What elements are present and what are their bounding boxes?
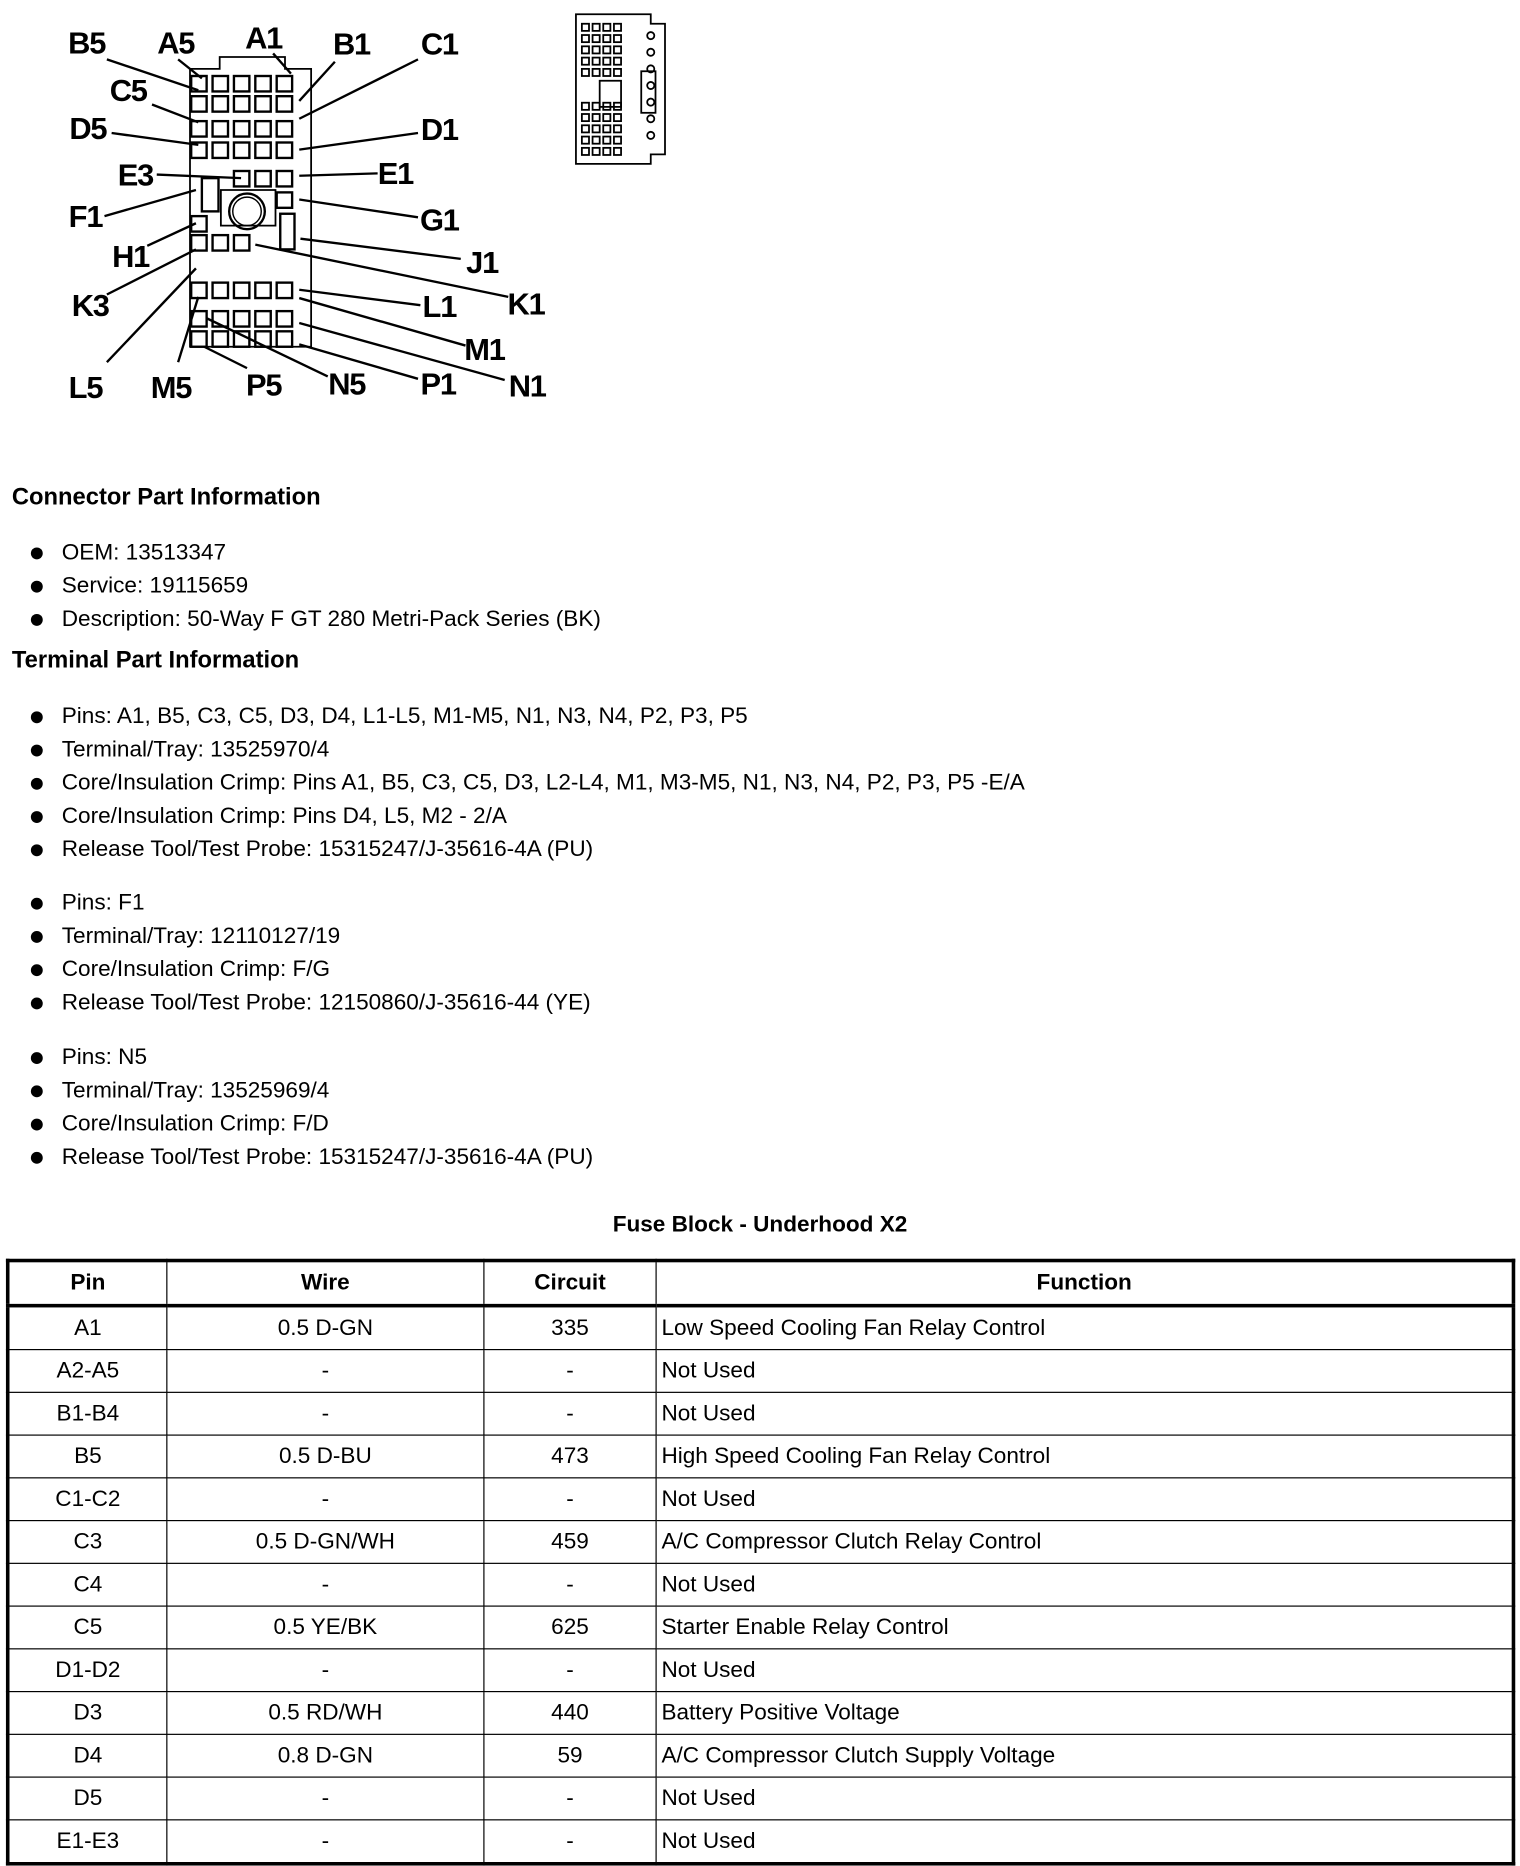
pin-cavity bbox=[234, 96, 249, 111]
pin-cavity bbox=[213, 331, 228, 346]
leader-line bbox=[300, 239, 460, 259]
cell-pin: C3 bbox=[8, 1521, 167, 1564]
table-row bbox=[8, 1777, 1514, 1820]
connector-info-list bbox=[26, 537, 601, 637]
info-list-item bbox=[26, 800, 1025, 833]
leader-line bbox=[299, 133, 418, 150]
info-text: Core/Insulation Crimp: F/G bbox=[61, 957, 331, 983]
pin-cavity bbox=[277, 76, 292, 91]
cell-wire: - bbox=[167, 1563, 484, 1606]
table-row bbox=[8, 1820, 1514, 1864]
table-row bbox=[8, 1306, 1514, 1350]
leader-line bbox=[299, 59, 418, 118]
cell-pin: B1-B4 bbox=[8, 1392, 167, 1435]
table-row bbox=[8, 1478, 1514, 1521]
pin-cavity bbox=[255, 171, 270, 186]
info-list-item bbox=[26, 1041, 593, 1074]
pin-cavity-f1 bbox=[202, 178, 219, 211]
pin-cavity bbox=[234, 143, 249, 158]
cell-function: Low Speed Cooling Fan Relay Control bbox=[656, 1306, 1513, 1350]
info-list-item bbox=[26, 734, 1025, 767]
pin-label: M1 bbox=[464, 331, 505, 367]
header-circuit: Circuit bbox=[484, 1261, 656, 1306]
cell-wire: 0.5 D-GN bbox=[167, 1306, 484, 1350]
pin-cavity bbox=[277, 143, 292, 158]
cell-circuit: - bbox=[484, 1350, 656, 1393]
connector-pinout-diagram bbox=[0, 0, 713, 428]
pin-label: K1 bbox=[507, 286, 545, 322]
cell-circuit: 459 bbox=[484, 1521, 656, 1564]
pin-cavity bbox=[234, 311, 249, 326]
cell-circuit: 625 bbox=[484, 1606, 656, 1649]
cell-function: A/C Compressor Clutch Relay Control bbox=[656, 1521, 1513, 1564]
pin-label: M5 bbox=[150, 369, 192, 405]
cell-wire: 0.5 YE/BK bbox=[167, 1606, 484, 1649]
pin-label: G1 bbox=[419, 202, 459, 238]
info-text: Core/Insulation Crimp: Pins D4, L5, M2 - 2/A bbox=[61, 803, 507, 829]
bullet-icon bbox=[31, 1119, 43, 1131]
pin-label: N1 bbox=[508, 368, 546, 404]
pin-label: E1 bbox=[377, 156, 414, 192]
cell-pin: A1 bbox=[8, 1306, 167, 1350]
cell-circuit: 335 bbox=[484, 1306, 656, 1350]
table-row bbox=[8, 1606, 1514, 1649]
pin-cavity-j1 bbox=[280, 214, 294, 250]
bullet-icon bbox=[31, 1052, 43, 1064]
pin-label: E3 bbox=[117, 157, 154, 193]
pin-cavity bbox=[213, 121, 228, 136]
leader-line bbox=[157, 175, 241, 179]
table-header-row bbox=[8, 1261, 1514, 1306]
cell-pin: C5 bbox=[8, 1606, 167, 1649]
bullet-icon bbox=[31, 1152, 43, 1164]
cell-function: Not Used bbox=[656, 1392, 1513, 1435]
info-text: Release Tool/Test Probe: 15315247/J-35616-4A (PU) bbox=[61, 837, 594, 863]
table-row bbox=[8, 1350, 1514, 1393]
info-text: Terminal/Tray: 13525969/4 bbox=[61, 1078, 330, 1104]
bullet-icon bbox=[31, 1085, 43, 1097]
leader-line bbox=[112, 133, 199, 145]
cell-circuit: 473 bbox=[484, 1435, 656, 1478]
info-text: OEM: 13513347 bbox=[61, 540, 227, 566]
pin-cavity bbox=[255, 96, 270, 111]
cell-circuit: - bbox=[484, 1478, 656, 1521]
cell-circuit: 440 bbox=[484, 1692, 656, 1735]
pin-cavity bbox=[255, 283, 270, 298]
pin-label: D1 bbox=[420, 112, 458, 148]
info-text: Pins: A1, B5, C3, C5, D3, D4, L1-L5, M1-M5, N1, N3, N4, P2, P3, P5 bbox=[61, 704, 748, 730]
info-text: Release Tool/Test Probe: 12150860/J-35616-44 (YE) bbox=[61, 990, 591, 1016]
info-text: Terminal/Tray: 13525970/4 bbox=[61, 737, 330, 763]
terminal-group-1 bbox=[26, 701, 1025, 867]
pin-cavity bbox=[277, 96, 292, 111]
pin-label: B1 bbox=[332, 26, 371, 62]
header-pin: Pin bbox=[8, 1261, 167, 1306]
cell-pin: A2-A5 bbox=[8, 1350, 167, 1393]
table-row bbox=[8, 1392, 1514, 1435]
header-function: Function bbox=[656, 1261, 1513, 1306]
cell-pin: C4 bbox=[8, 1563, 167, 1606]
pin-label: C5 bbox=[109, 72, 147, 108]
bullet-icon bbox=[31, 745, 43, 757]
info-list-item bbox=[26, 1141, 593, 1174]
table-row bbox=[8, 1692, 1514, 1735]
cell-function: Not Used bbox=[656, 1478, 1513, 1521]
table-row bbox=[8, 1435, 1514, 1478]
info-text: Core/Insulation Crimp: F/D bbox=[61, 1111, 329, 1137]
header-wire: Wire bbox=[167, 1261, 484, 1306]
bullet-icon bbox=[31, 581, 43, 593]
pin-label: L5 bbox=[68, 369, 103, 405]
cell-circuit: 59 bbox=[484, 1734, 656, 1777]
pin-cavity bbox=[191, 235, 206, 250]
pin-cavity bbox=[213, 96, 228, 111]
cell-function: Battery Positive Voltage bbox=[656, 1692, 1513, 1735]
pin-cavity bbox=[277, 331, 292, 346]
pin-cavity bbox=[277, 121, 292, 136]
cell-circuit: - bbox=[484, 1563, 656, 1606]
pin-cavity bbox=[213, 143, 228, 158]
pin-label: A1 bbox=[245, 20, 283, 56]
pin-cavity bbox=[213, 283, 228, 298]
info-list-item bbox=[26, 987, 591, 1020]
bullet-icon bbox=[31, 547, 43, 559]
table-row bbox=[8, 1649, 1514, 1692]
info-list-item bbox=[26, 701, 1025, 734]
cell-pin: D1-D2 bbox=[8, 1649, 167, 1692]
pin-cavity bbox=[191, 121, 206, 136]
pin-cavity bbox=[234, 76, 249, 91]
connector-side-view-thumbnail bbox=[576, 14, 665, 164]
pin-label: J1 bbox=[466, 245, 499, 281]
info-text: Release Tool/Test Probe: 15315247/J-35616-4A (PU) bbox=[61, 1144, 594, 1170]
info-list-item bbox=[26, 920, 591, 953]
info-text: Service: 19115659 bbox=[61, 573, 249, 599]
pin-cavity bbox=[234, 235, 249, 250]
pin-cavity bbox=[277, 311, 292, 326]
bullet-icon bbox=[31, 711, 43, 723]
cell-pin: D5 bbox=[8, 1777, 167, 1820]
pin-label: F1 bbox=[68, 198, 103, 234]
pin-cavity bbox=[255, 121, 270, 136]
cell-wire: 0.8 D-GN bbox=[167, 1734, 484, 1777]
leader-line bbox=[178, 297, 198, 362]
cell-function: Not Used bbox=[656, 1563, 1513, 1606]
info-list-item bbox=[26, 887, 591, 920]
cell-pin: E1-E3 bbox=[8, 1820, 167, 1864]
pin-cavity bbox=[277, 283, 292, 298]
cell-wire: - bbox=[167, 1820, 484, 1864]
cell-circuit: - bbox=[484, 1392, 656, 1435]
pin-cavity bbox=[277, 192, 292, 207]
pinout-table bbox=[6, 1259, 1515, 1866]
terminal-info-heading: Terminal Part Information bbox=[11, 647, 300, 674]
leader-line bbox=[147, 223, 196, 246]
cell-wire: 0.5 D-GN/WH bbox=[167, 1521, 484, 1564]
cell-pin: D3 bbox=[8, 1692, 167, 1735]
cell-wire: - bbox=[167, 1478, 484, 1521]
cell-function: Not Used bbox=[656, 1820, 1513, 1864]
pin-label: L1 bbox=[422, 289, 457, 325]
pin-label: D5 bbox=[69, 110, 107, 146]
pin-cavity bbox=[191, 283, 206, 298]
pin-label: A5 bbox=[157, 25, 195, 61]
terminal-group-2 bbox=[26, 887, 591, 1020]
table-title: Fuse Block - Underhood X2 bbox=[612, 1212, 908, 1238]
leader-line bbox=[204, 347, 247, 368]
cell-function: Not Used bbox=[656, 1777, 1513, 1820]
bullet-icon bbox=[31, 844, 43, 856]
info-list-item bbox=[26, 570, 601, 603]
leader-line bbox=[105, 190, 196, 216]
pin-label: K3 bbox=[71, 287, 109, 323]
pin-label: P1 bbox=[420, 366, 456, 402]
cell-pin: D4 bbox=[8, 1734, 167, 1777]
cell-wire: - bbox=[167, 1777, 484, 1820]
pin-label: N5 bbox=[328, 366, 366, 402]
locking-post bbox=[229, 194, 265, 230]
info-list-item bbox=[26, 1075, 593, 1108]
pin-cavity bbox=[191, 96, 206, 111]
bullet-icon bbox=[31, 811, 43, 823]
cell-circuit: - bbox=[484, 1820, 656, 1864]
leader-line bbox=[299, 62, 335, 101]
info-text: Description: 50-Way F GT 280 Metri-Pack Series (BK) bbox=[61, 606, 601, 632]
cell-wire: 0.5 D-BU bbox=[167, 1435, 484, 1478]
table-row bbox=[8, 1734, 1514, 1777]
cell-wire: - bbox=[167, 1649, 484, 1692]
pin-cavity bbox=[213, 76, 228, 91]
info-list-item bbox=[26, 834, 1025, 867]
pin-cavity bbox=[191, 331, 206, 346]
cell-wire: - bbox=[167, 1392, 484, 1435]
bullet-icon bbox=[31, 964, 43, 976]
connector-info-heading: Connector Part Information bbox=[11, 484, 321, 511]
cell-function: Starter Enable Relay Control bbox=[656, 1606, 1513, 1649]
cell-pin: B5 bbox=[8, 1435, 167, 1478]
pin-cavity bbox=[255, 143, 270, 158]
bullet-icon bbox=[31, 778, 43, 790]
pin-label: P5 bbox=[245, 367, 282, 403]
cell-function: A/C Compressor Clutch Supply Voltage bbox=[656, 1734, 1513, 1777]
leader-line bbox=[299, 200, 418, 218]
pin-cavity bbox=[234, 283, 249, 298]
pin-cavity bbox=[255, 311, 270, 326]
bullet-icon bbox=[31, 614, 43, 626]
bullet-icon bbox=[31, 931, 43, 943]
pin-cavity bbox=[255, 76, 270, 91]
info-text: Terminal/Tray: 12110127/19 bbox=[61, 923, 341, 949]
cell-wire: 0.5 RD/WH bbox=[167, 1692, 484, 1735]
pin-cavity bbox=[234, 121, 249, 136]
info-list-item bbox=[26, 603, 601, 636]
info-text: Pins: N5 bbox=[61, 1045, 148, 1070]
cell-circuit: - bbox=[484, 1777, 656, 1820]
bullet-icon bbox=[31, 998, 43, 1010]
cell-function: Not Used bbox=[656, 1649, 1513, 1692]
cell-circuit: - bbox=[484, 1649, 656, 1692]
info-list-item bbox=[26, 954, 591, 987]
connector-face bbox=[190, 57, 311, 347]
pin-label: H1 bbox=[112, 239, 150, 275]
cell-pin: C1-C2 bbox=[8, 1478, 167, 1521]
pin-label: C1 bbox=[420, 26, 458, 62]
terminal-group-3 bbox=[26, 1041, 593, 1174]
table-row bbox=[8, 1521, 1514, 1564]
pin-cavity bbox=[213, 235, 228, 250]
bullet-icon bbox=[31, 898, 43, 910]
pin-label: B5 bbox=[68, 25, 106, 61]
info-list-item bbox=[26, 767, 1025, 800]
cell-wire: - bbox=[167, 1350, 484, 1393]
info-text: Core/Insulation Crimp: Pins A1, B5, C3, C5, D3, L2-L4, M1, M3-M5, N1, N3, N4, P2, P3, P5 -E/A bbox=[61, 770, 1025, 796]
cell-function: High Speed Cooling Fan Relay Control bbox=[656, 1435, 1513, 1478]
pin-cavity bbox=[277, 171, 292, 186]
table-row bbox=[8, 1563, 1514, 1606]
cell-function: Not Used bbox=[656, 1350, 1513, 1393]
info-text: Pins: F1 bbox=[61, 890, 145, 916]
info-list-item bbox=[26, 537, 601, 570]
info-list-item bbox=[26, 1108, 593, 1141]
